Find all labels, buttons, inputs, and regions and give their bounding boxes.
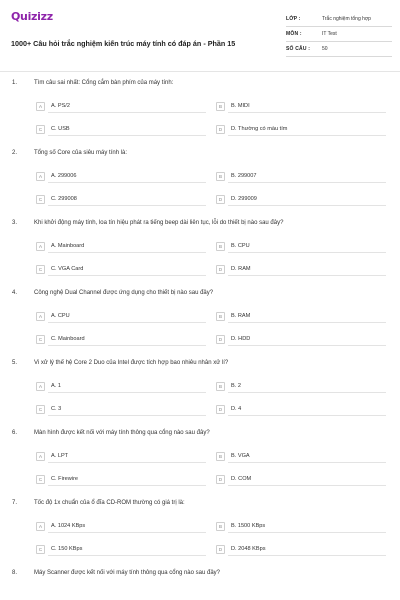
option-underline (48, 112, 206, 113)
answer-option-c[interactable] (36, 403, 61, 415)
option-underline (228, 415, 386, 416)
question-text: Vi xử lý thế hệ Core 2 Duo của Intel được tích hợp bao nhiêu nhân xử lí? (34, 360, 229, 366)
question-number: 1. (12, 80, 18, 86)
answer-option-c[interactable] (36, 263, 83, 275)
answer-option-d[interactable] (216, 263, 251, 275)
option-letter-box: A (36, 312, 45, 321)
option-text: D. HDD (231, 336, 251, 342)
meta-value: Trắc nghiệm tổng hợp (322, 16, 371, 22)
option-text: B. CPU (231, 243, 250, 249)
option-text: D. 2048 KBps (231, 546, 266, 552)
question-4 (0, 290, 400, 354)
option-letter-box: D (216, 475, 225, 484)
meta-row-class (286, 12, 392, 27)
answer-option-c[interactable] (36, 123, 70, 135)
answer-option-a[interactable] (36, 240, 84, 252)
option-text: D. COM (231, 476, 252, 482)
option-letter-box: B (216, 242, 225, 251)
answer-option-a[interactable] (36, 520, 85, 532)
answer-option-d[interactable] (216, 403, 241, 415)
question-3 (0, 220, 400, 284)
option-letter-box: B (216, 172, 225, 181)
option-letter-box: C (36, 125, 45, 134)
option-underline (228, 555, 386, 556)
answer-option-b[interactable] (216, 100, 250, 112)
answer-option-d[interactable] (216, 473, 251, 485)
option-letter-box: B (216, 522, 225, 531)
option-text: C. 3 (51, 406, 62, 412)
document-title: 1000+ Câu hỏi trắc nghiệm kiến trúc máy tính có đáp án - Phần 15 (11, 39, 236, 48)
question-number: 3. (12, 220, 18, 226)
option-underline (48, 205, 206, 206)
option-letter-box: A (36, 522, 45, 531)
option-underline (228, 462, 386, 463)
answer-option-c[interactable] (36, 543, 82, 555)
answer-option-b[interactable] (216, 310, 250, 322)
answer-option-d[interactable] (216, 543, 266, 555)
option-text: C. 150 KBps (51, 546, 83, 552)
meta-label: MÔN : (286, 31, 302, 37)
option-letter-box: A (36, 452, 45, 461)
option-underline (48, 392, 206, 393)
option-letter-box: A (36, 172, 45, 181)
answer-option-d[interactable] (216, 193, 257, 205)
question-5 (0, 360, 400, 424)
option-text: A. PS/2 (51, 103, 70, 109)
option-letter-box: C (36, 475, 45, 484)
option-text: D. 4 (231, 406, 242, 412)
meta-label: LỚP : (286, 16, 301, 22)
question-6 (0, 430, 400, 494)
option-letter-box: B (216, 102, 225, 111)
option-underline (228, 532, 386, 533)
answer-option-a[interactable] (36, 100, 70, 112)
option-underline (48, 135, 206, 136)
meta-row-count (286, 42, 392, 57)
question-8 (0, 570, 400, 600)
option-letter-box: B (216, 312, 225, 321)
option-text: B. VGA (231, 453, 250, 459)
question-text: Tìm câu sai nhất: Cổng cắm bàn phím của máy tính: (34, 80, 174, 86)
option-text: B. 299007 (231, 173, 257, 179)
option-text: A. 299006 (51, 173, 77, 179)
option-text: A. CPU (51, 313, 70, 319)
option-text: A. Mainboard (51, 243, 85, 249)
option-text: A. 1024 KBps (51, 523, 86, 529)
option-text: B. 2 (231, 383, 241, 389)
question-number: 8. (12, 570, 18, 576)
option-underline (48, 415, 206, 416)
meta-value: IT Test (322, 31, 337, 37)
option-letter-box: D (216, 545, 225, 554)
answer-option-c[interactable] (36, 193, 77, 205)
option-text: A. LPT (51, 453, 69, 459)
option-underline (228, 135, 386, 136)
option-letter-box: A (36, 382, 45, 391)
question-7 (0, 500, 400, 564)
option-text: D. 299009 (231, 196, 257, 202)
option-letter-box: B (216, 382, 225, 391)
option-underline (228, 392, 386, 393)
option-underline (48, 322, 206, 323)
question-number: 6. (12, 430, 18, 436)
meta-table (286, 12, 392, 57)
option-text: C. VGA Card (51, 266, 84, 272)
option-letter-box: D (216, 335, 225, 344)
option-underline (228, 252, 386, 253)
option-underline (228, 112, 386, 113)
option-text: C. Firewire (51, 476, 79, 482)
option-text: A. 1 (51, 383, 61, 389)
option-text: C. Mainboard (51, 336, 85, 342)
option-underline (228, 182, 386, 183)
option-underline (48, 345, 206, 346)
option-underline (48, 252, 206, 253)
question-number: 7. (12, 500, 18, 506)
option-text: B. 1500 KBps (231, 523, 266, 529)
question-number: 4. (12, 290, 18, 296)
option-letter-box: D (216, 195, 225, 204)
answer-option-a[interactable] (36, 450, 68, 462)
answer-option-b[interactable] (216, 380, 241, 392)
answer-option-d[interactable] (216, 333, 250, 345)
question-text: Màn hình được kết nối với máy tính thông qua cổng nào sau đây? (34, 430, 210, 436)
answer-option-b[interactable] (216, 170, 257, 182)
option-text: D. RAM (231, 266, 251, 272)
answer-option-c[interactable] (36, 333, 85, 345)
answer-option-b[interactable] (216, 520, 265, 532)
option-letter-box: D (216, 405, 225, 414)
option-text: B. MIDI (231, 103, 250, 109)
option-letter-box: A (36, 242, 45, 251)
option-underline (48, 555, 206, 556)
answer-option-d[interactable] (216, 123, 287, 135)
option-letter-box: C (36, 265, 45, 274)
question-text: Tốc độ 1x chuẩn của ổ đĩa CD-ROM thường có giá trị là: (34, 500, 185, 506)
answer-option-c[interactable] (36, 473, 78, 485)
worksheet-header (6, 6, 392, 64)
answer-option-a[interactable] (36, 170, 77, 182)
option-letter-box: D (216, 125, 225, 134)
answer-option-a[interactable] (36, 310, 70, 322)
answer-option-b[interactable] (216, 240, 250, 252)
answer-option-b[interactable] (216, 450, 250, 462)
option-underline (228, 345, 386, 346)
question-number: 5. (12, 360, 18, 366)
option-underline (228, 275, 386, 276)
option-underline (48, 182, 206, 183)
option-underline (228, 485, 386, 486)
question-text: Khi khởi động máy tính, loa tín hiệu phát ra tiếng beep dài liên tục, lỗi do thiết bị nào sau đây? (34, 220, 284, 226)
answer-option-a[interactable] (36, 380, 61, 392)
question-number: 2. (12, 150, 18, 156)
option-underline (228, 322, 386, 323)
option-underline (48, 532, 206, 533)
question-1 (0, 80, 400, 144)
option-text: D. Thường có màu tím (231, 126, 288, 132)
meta-row-subject (286, 27, 392, 42)
option-underline (48, 275, 206, 276)
question-text: Máy Scanner được kết nối với máy tính thông qua cổng nào sau đây? (34, 570, 220, 576)
question-text: Công nghệ Dual Channel được ứng dụng cho thiết bị nào sau đây? (34, 290, 214, 296)
option-underline (48, 485, 206, 486)
option-text: B. RAM (231, 313, 251, 319)
option-underline (228, 205, 386, 206)
option-letter-box: D (216, 265, 225, 274)
header-title-area (6, 6, 282, 64)
option-letter-box: C (36, 545, 45, 554)
option-letter-box: A (36, 102, 45, 111)
option-letter-box: B (216, 452, 225, 461)
question-2 (0, 150, 400, 214)
meta-label: SỐ CÂU : (286, 46, 311, 52)
option-text: C. 299008 (51, 196, 77, 202)
header-divider (0, 71, 400, 72)
option-text: C. USB (51, 126, 70, 132)
meta-value: 50 (322, 46, 328, 52)
option-letter-box: C (36, 335, 45, 344)
option-underline (48, 462, 206, 463)
question-text: Tổng số Core của siêu máy tính là: (34, 150, 128, 156)
option-letter-box: C (36, 195, 45, 204)
option-letter-box: C (36, 405, 45, 414)
quizizz-logo: Quizizz (11, 10, 53, 23)
